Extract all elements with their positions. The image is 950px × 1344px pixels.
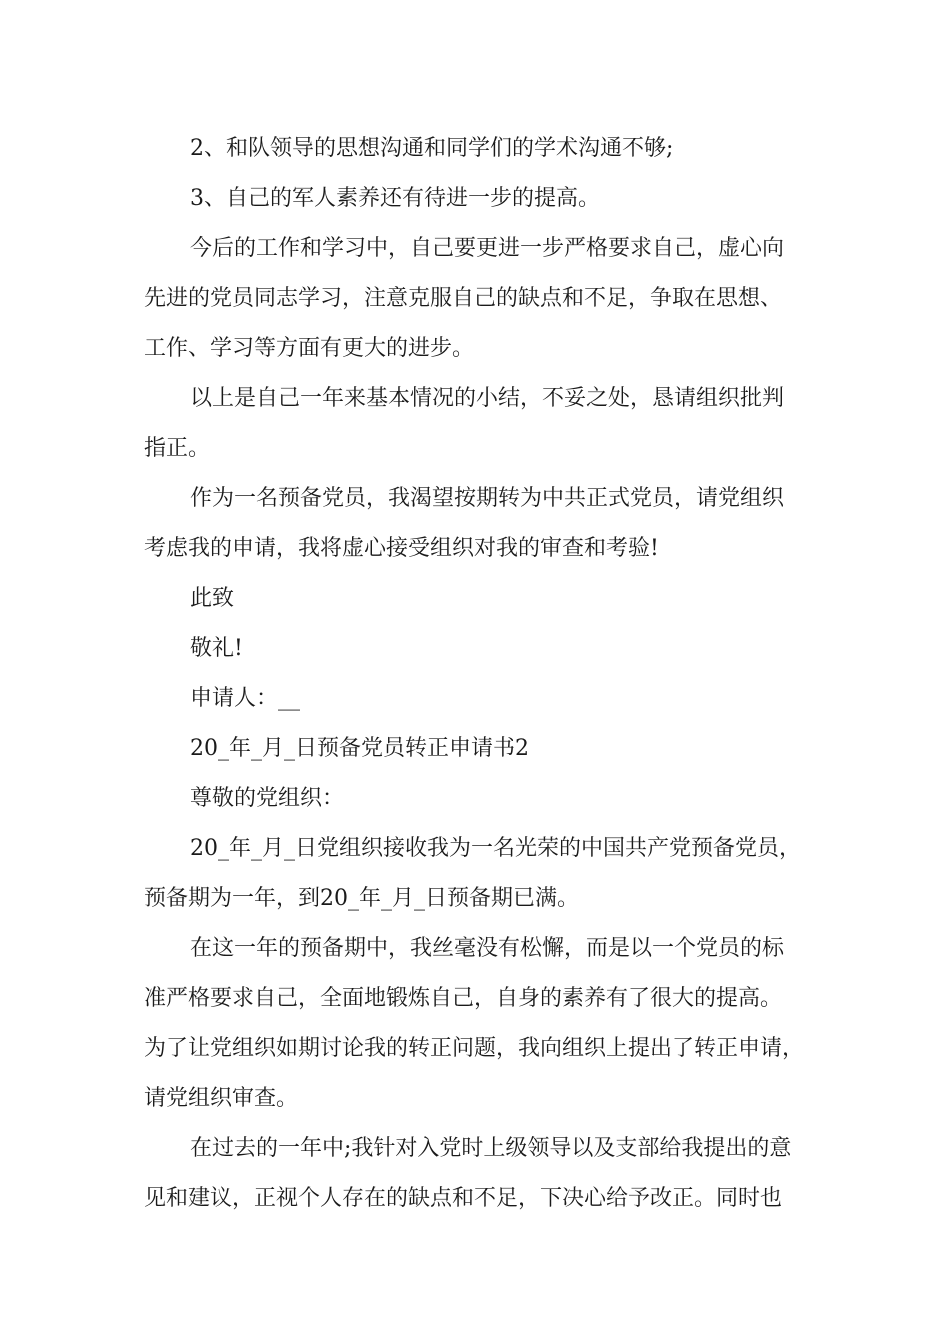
applicant-signature: 申请人：__: [190, 686, 301, 711]
text-line: 预备期为一年，到20_年_月_日预备期已满。: [144, 886, 579, 911]
text-line: 准严格要求自己，全面地锻炼自己，自身的素养有了很大的提高。: [144, 986, 783, 1011]
closing-salutation: 此致: [190, 586, 235, 611]
text-line: 2、和队领导的思想沟通和同学们的学术沟通不够;: [190, 136, 674, 161]
text-line: 今后的工作和学习中，自己要更进一步严格要求自己，虚心向: [190, 236, 785, 261]
text-line: 考虑我的申请，我将虚心接受组织对我的审查和考验!: [144, 536, 659, 561]
text-line: 3、自己的军人素养还有待进一步的提高。: [190, 186, 600, 211]
section-title: 20_年_月_日预备党员转正申请书2: [190, 736, 529, 761]
text-line: 以上是自己一年来基本情况的小结，不妥之处，恳请组织批判: [190, 386, 785, 411]
text-line: 20_年_月_日党组织接收我为一名光荣的中国共产党预备党员，: [190, 836, 801, 861]
text-line: 为了让党组织如期讨论我的转正问题，我向组织上提出了转正申请，: [144, 1036, 805, 1061]
text-line: 工作、学习等方面有更大的进步。: [144, 336, 475, 361]
text-line: 请党组织审查。: [144, 1086, 299, 1111]
closing-regards: 敬礼!: [190, 636, 243, 661]
document-body: [144, 124, 834, 1224]
text-line: 在过去的一年中;我针对入党时上级领导以及支部给我提出的意: [190, 1136, 792, 1161]
text-line: 先进的党员同志学习，注意克服自己的缺点和不足，争取在思想、: [144, 286, 783, 311]
greeting: 尊敬的党组织：: [190, 786, 345, 811]
text-line: 在这一年的预备期中，我丝毫没有松懈，而是以一个党员的标: [190, 936, 785, 961]
text-line: 指正。: [144, 436, 211, 461]
text-line: 作为一名预备党员，我渴望按期转为中共正式党员，请党组织: [190, 486, 785, 511]
text-line: 见和建议，正视个人存在的缺点和不足，下决心给予改正。同时也: [144, 1186, 783, 1211]
